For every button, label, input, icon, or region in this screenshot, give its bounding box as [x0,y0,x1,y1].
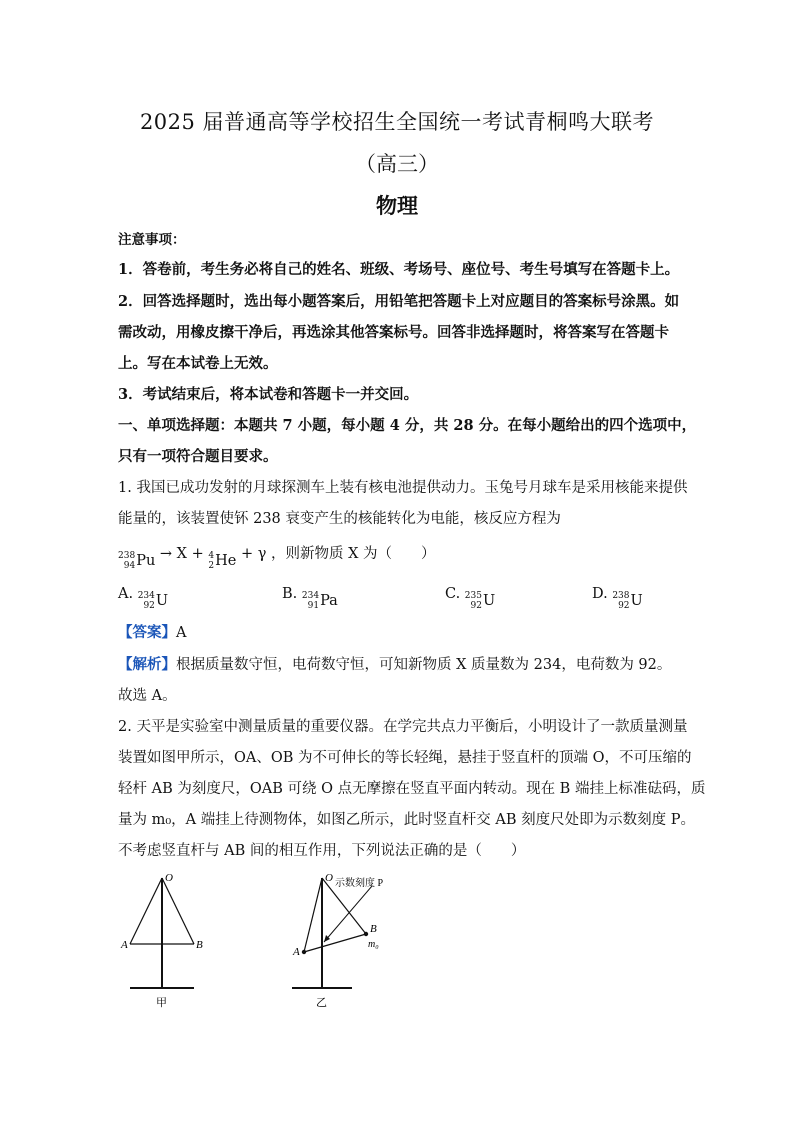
exam-grade: （高三） [355,152,439,176]
q1-conclusion: 故选 A。 [118,688,177,704]
exam-title: 2025 届普通高等学校招生全国统一考试青桐鸣大联考 [139,110,655,134]
section-1-line-2: 只有一项符合题目要求。 [118,448,278,465]
reaction-arrow: → [159,546,173,562]
label-m0: m₀ [368,939,379,950]
notice-item-2-line-1: 2．回答选择题时，选出每小题答案后，用铅笔把答题卡上对应题目的答案标号涂黑。如 [118,293,680,310]
q1-option-c[interactable]: C. 235 92 U [445,586,496,611]
answer-tag: 【答案】 [118,624,176,641]
label-o: O [165,872,173,884]
q2-text-line-5: 不考虑竖直杆与 AB 间的相互作用，下列说法正确的是（ ） [118,843,526,859]
label-o: O [325,872,333,884]
exam-subject: 物理 [376,193,418,218]
q1-option-b[interactable]: B. 234 91 Pa [282,586,338,611]
nuclide-he: 4 2 He [208,551,237,571]
q1-text-line-2: 能量的，该装置使钚 238 衰变产生的核能转化为电能，核反应方程为 [118,511,561,527]
label-b: B [370,923,377,935]
label-p: 示数刻度 P [335,878,384,889]
q1-answer: 【答案】A [118,624,187,641]
notice-item-1: 1．答卷前，考生务必将自己的姓名、班级、考场号、座位号、考生号填写在答题卡上。 [118,261,680,278]
q1-option-a[interactable]: A. 234 92 U [118,586,169,611]
q2-text-line-3: 轻杆 AB 为刻度尺，OAB 可绕 O 点无摩擦在竖直平面内转动。现在 B 端挂上标准砝码，质 [118,781,706,797]
notice-item-2-line-2: 需改动，用橡皮擦干净后，再选涂其他答案标号。回答非选择题时，将答案写在答题卡 [118,324,669,341]
section-1-line-1: 一、单项选择题：本题共 7 小题，每小题 4 分，共 28 分。在每小题给出的四个选项中， [118,417,697,434]
notice-item-2-line-3: 上。写在本试卷上无效。 [118,355,278,372]
q2-text-line-1: 2. 天平是实验室中测量质量的重要仪器。在学完共点力平衡后，小明设计了一款质量测量 [118,719,688,735]
q1-text-line-1: 1. 我国已成功发射的月球探测车上装有核电池提供动力。玉兔号月球车是采用核能来提供 [118,480,688,496]
caption-yi: 乙 [316,997,327,1009]
q2-text-line-4: 量为 m₀，A 端挂上待测物体，如图乙所示，此时竖直杆交 AB 刻度尺处即为示数刻度 P。 [118,812,695,828]
q2-text-line-2: 装置如图甲所示，OA、OB 为不可伸长的等长轻绳，悬挂于竖直杆的顶端 O，不可压缩的 [118,750,692,766]
label-b: B [196,939,203,951]
q1-analysis: 【解析】根据质量数守恒，电荷数守恒，可知新物质 X 质量数为 234，电荷数为 92。 [118,656,672,673]
q1-option-d[interactable]: D. 238 92 U [592,586,643,611]
label-a: A [293,946,300,958]
q1-equation: 238 94 Pu → X + 4 2 He + γ ，则新物质 X 为（ ） [118,546,436,571]
notice-heading: 注意事项： [118,232,186,248]
nuclide-pu: 238 94 Pu [118,551,156,571]
label-a: A [121,939,128,951]
notice-item-3: 3．考试结束后，将本试卷和答题卡一并交回。 [118,386,419,403]
analysis-tag: 【解析】 [118,656,176,673]
figure-yi [288,868,418,1018]
caption-jia: 甲 [156,997,167,1009]
figure-jia [118,868,218,1018]
